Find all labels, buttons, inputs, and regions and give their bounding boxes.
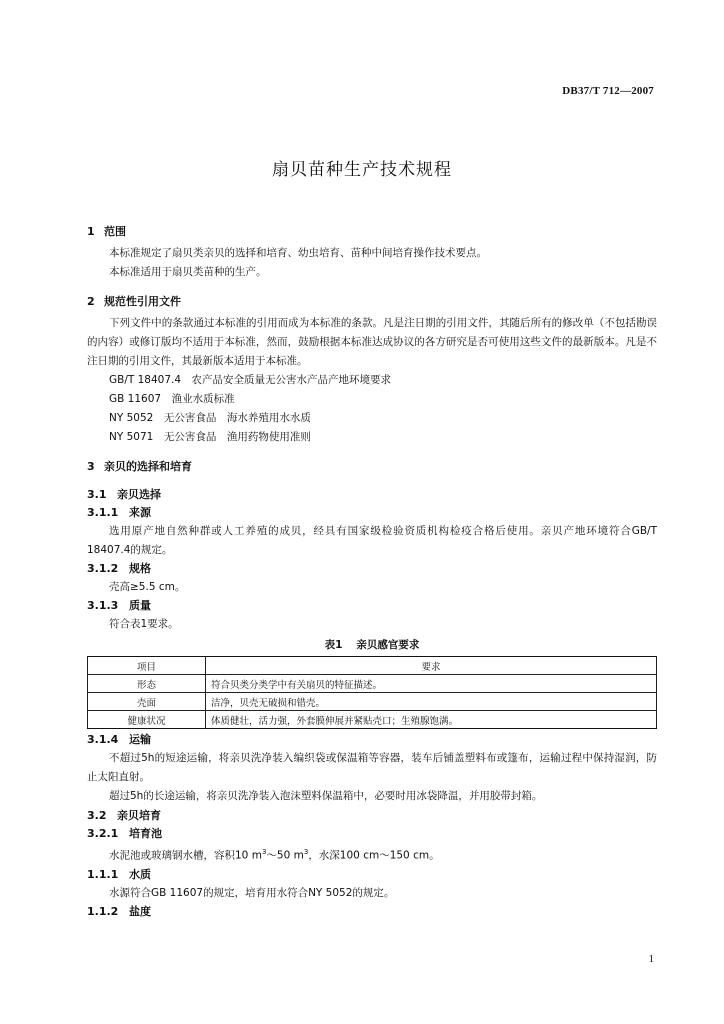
table-caption-text: 亲贝感官要求 [356,639,420,651]
section-title: 亲贝培育 [117,809,161,822]
paragraph [87,843,657,866]
clause-1-1-2-heading [87,903,657,921]
section-title: 来源 [129,506,151,519]
clause-3-1-3-heading [87,597,657,615]
clause-3-1-1-heading [87,504,657,522]
section-number: 3.1.2 [87,562,119,575]
table-cell: 体质健壮，活力强，外套膜伸展并紧贴壳口；生殖腺饱满。 [206,711,657,729]
paragraph: 壳高≥5.5 cm。 [109,581,186,593]
subsection-3-2-heading [87,806,657,825]
reference-item: NY 5052 无公害食品 海水养殖用水水质 [109,412,311,424]
section-number: 1 [87,225,95,238]
reference-item: GB/T 18407.4 农产品安全质量无公害水产品产地环境要求 [109,374,392,386]
section-number: 3.1 [87,488,107,501]
table-header-cell: 项目 [88,657,206,675]
table-header-row [88,657,657,675]
section-number: 1.1.1 [87,867,119,881]
reference-item: NY 5071 无公害食品 渔用药物使用准则 [109,431,311,443]
section-number: 3.1.4 [87,733,119,746]
standard-code: DB37/T 712—2007 [562,85,654,97]
paragraph: 本标准适用于扇贝类苗种的生产。 [109,266,267,278]
section-title: 培育池 [129,827,162,840]
table-row [88,693,657,711]
paragraph: 下列文件中的条款通过本标准的引用而成为本标准的条款。凡是注日期的引用文件，其随后所有的修改单（不包括勘误的内容）或修订版均不适用于本标准，然而，鼓励根据本标准达成协议的各方研究是否可使用这些文件的最新版本。凡是不注日期的引用文件，其最新版本适用于本标准。 [87,317,657,367]
section-title: 规格 [129,562,151,575]
page-number: 1 [648,953,654,965]
clause-1-1-1-heading [87,866,657,884]
section-title: 亲贝选择 [117,488,161,501]
table-cell: 洁净，贝壳无破损和错壳。 [206,693,657,711]
section-number: 1.1.2 [87,904,119,918]
table-number: 表1 [324,639,343,651]
paragraph: 符合表1要求。 [109,618,179,630]
table-row [88,675,657,693]
reference-item: GB 11607 渔业水质标准 [109,393,235,405]
table-cell: 符合贝类分类学中有关扇贝的特征描述。 [206,675,657,693]
paragraph: 本标准规定了扇贝类亲贝的选择和培育、幼虫培育、苗种中间培育操作技术要点。 [109,247,487,259]
section-title: 规范性引用文件 [104,295,181,308]
text-run: ，水深100 cm～150 cm。 [308,849,440,862]
section-title: 运输 [129,733,151,746]
paragraph: 选用原产地自然种群或人工养殖的成贝，经具有国家级检验资质机构检疫合格后使用。亲贝产地环境符合GB/T 18407.4的规定。 [87,525,657,556]
section-2-heading [87,292,657,311]
section-title: 水质 [129,867,151,881]
section-number: 3.1.1 [87,506,119,519]
section-number: 3.1.3 [87,599,119,612]
text-run: 水泥池或玻璃钢水槽，容积10 m [109,849,262,862]
document-body [87,222,657,921]
paragraph: 超过5h的长途运输，将亲贝洗净装入泡沫塑料保温箱中，必要时用冰袋降温，并用胶带封箱。 [109,790,543,802]
section-number: 3 [87,460,95,473]
table-cell: 壳面 [88,693,206,711]
clause-3-2-1-heading [87,825,657,843]
clause-3-1-4-heading [87,731,657,749]
paragraph: 不超过5h的短途运输，将亲贝洗净装入编织袋或保温箱等容器，装车后铺盖塑料布或篷布，运输过程中保持湿润，防止太阳直射。 [87,752,657,783]
table-cell: 形态 [88,675,206,693]
section-title: 盐度 [129,904,151,918]
paragraph: 水源符合GB 11607的规定，培育用水符合NY 5052的规定。 [109,886,395,899]
subsection-3-1-heading [87,485,657,504]
section-title: 质量 [129,599,151,612]
document-title: 扇贝苗种生产技术规程 [272,160,452,180]
table-cell: 健康状况 [88,711,206,729]
section-number: 3.2.1 [87,827,119,840]
table-row [88,711,657,729]
table-caption [87,634,657,656]
clause-3-1-2-heading [87,560,657,578]
section-3-heading [87,457,657,476]
section-number: 2 [87,295,95,308]
superscript: 3 [261,848,267,856]
section-title: 范围 [104,225,126,238]
text-run: ～50 m [266,849,304,862]
broodstock-requirements-table [87,656,657,729]
superscript: 3 [303,848,309,856]
section-1-heading [87,222,657,241]
section-title: 亲贝的选择和培育 [104,460,192,473]
table-header-cell: 要求 [206,657,657,675]
section-number: 3.2 [87,809,107,822]
